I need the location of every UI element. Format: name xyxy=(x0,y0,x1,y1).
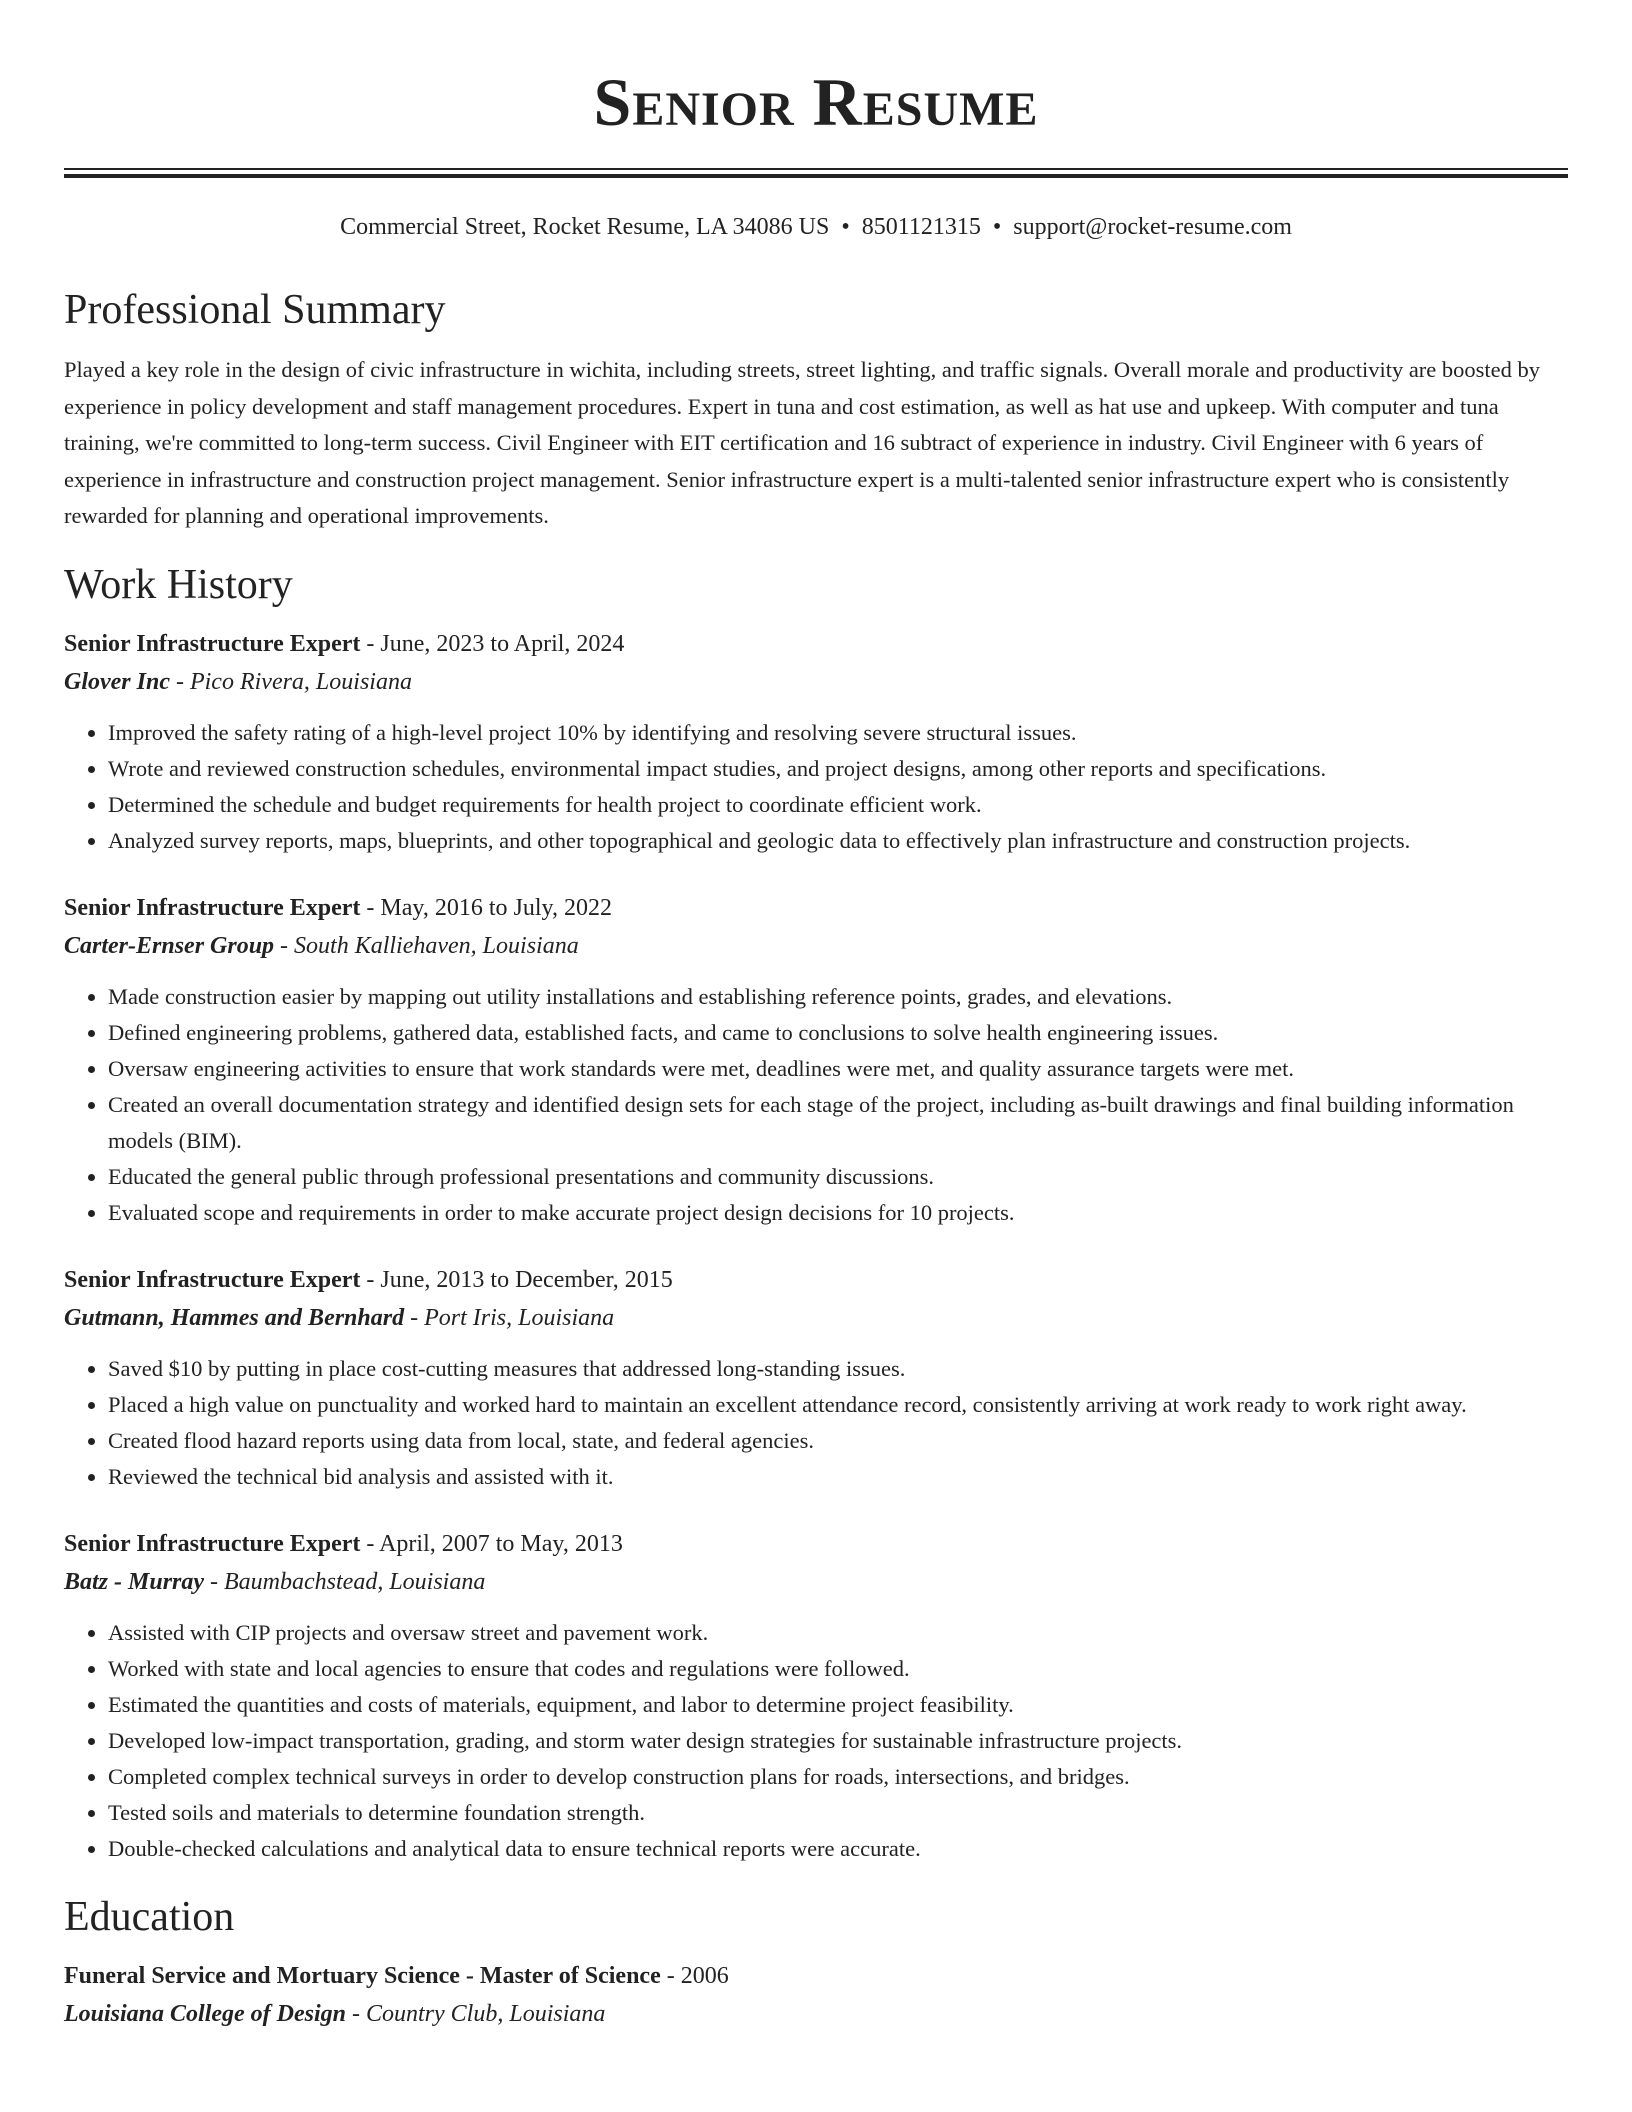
job-bullet-item: • Developed low-impact transportation, grading, and storm water design strategies for sustainable infrastructure projects. xyxy=(108,1723,1568,1759)
education-degree: Funeral Service and Mortuary Science - Master of Science xyxy=(64,1962,661,1989)
job-company-line xyxy=(64,663,1568,701)
education-school-line xyxy=(64,1995,1568,2033)
resume-name: Senior Resume xyxy=(593,64,1039,140)
job-bullet-item: • Made construction easier by mapping out utility installations and establishing reference points, grades, and elevations. xyxy=(108,979,1568,1015)
job-role: Senior Infrastructure Expert xyxy=(64,1266,361,1293)
job-entry xyxy=(64,1261,1568,1495)
education-location: - Country Club, Louisiana xyxy=(346,2000,606,2027)
work-history-heading: Work History xyxy=(64,561,293,608)
job-bullet-item: • Placed a high value on punctuality and worked hard to maintain an excellent attendance record, consistently arriving at work ready to work right away. xyxy=(108,1387,1568,1423)
job-title-line xyxy=(64,625,1568,663)
job-location: - Pico Rivera, Louisiana xyxy=(169,668,412,695)
job-company: Batz - Murray xyxy=(64,1568,205,1595)
job-dates: - April, 2007 to May, 2013 xyxy=(360,1530,623,1557)
job-dates: - June, 2013 to December, 2015 xyxy=(360,1266,673,1293)
contact-line xyxy=(64,210,1568,244)
job-entry xyxy=(64,625,1568,859)
contact-separator: • xyxy=(841,214,850,240)
education-list xyxy=(64,1957,1568,2033)
job-bullet-item: • Improved the safety rating of a high-level project 10% by identifying and resolving severe structural issues. xyxy=(108,715,1568,751)
job-company: Glover Inc xyxy=(64,668,170,695)
job-bullet-item: • Saved $10 by putting in place cost-cutting measures that addressed long-standing issues. xyxy=(108,1351,1568,1387)
resume-page xyxy=(64,0,1568,2033)
job-bullet-item: • Created an overall documentation strategy and identified design sets for each stage of the project, including as-built drawings and final building information models (BIM). xyxy=(108,1087,1568,1159)
job-bullet-item: • Educated the general public through professional presentations and community discussions. xyxy=(108,1159,1568,1195)
job-bullet-item: • Worked with state and local agencies to ensure that codes and regulations were followed. xyxy=(108,1651,1568,1687)
job-bullet-item: • Created flood hazard reports using data from local, state, and federal agencies. xyxy=(108,1423,1568,1459)
contact-separator: • xyxy=(992,214,1002,240)
summary-heading: Professional Summary xyxy=(64,287,446,333)
job-company-line xyxy=(64,927,1568,965)
header-divider xyxy=(64,168,1568,178)
job-bullet-item: • Evaluated scope and requirements in order to make accurate project design decisions for 10 projects. xyxy=(108,1195,1568,1231)
job-bullet-item: • Oversaw engineering activities to ensure that work standards were met, deadlines were met, and quality assurance targets were met. xyxy=(108,1051,1568,1087)
job-location: - Baumbachstead, Louisiana xyxy=(204,1568,486,1595)
education-heading: Education xyxy=(64,1893,235,1940)
job-title-line xyxy=(64,1261,1568,1299)
job-bullets xyxy=(64,1351,1568,1495)
job-title-line xyxy=(64,889,1568,927)
job-company: Gutmann, Hammes and Bernhard xyxy=(64,1304,405,1331)
job-entry xyxy=(64,1525,1568,1867)
job-bullet-item: • Double-checked calculations and analytical data to ensure technical reports were accurate. xyxy=(108,1831,1568,1867)
job-role: Senior Infrastructure Expert xyxy=(64,894,361,921)
job-bullet-item: • Wrote and reviewed construction schedules, environmental impact studies, and project designs, among other reports and specifications. xyxy=(108,751,1568,787)
job-bullet-item: • Assisted with CIP projects and oversaw street and pavement work. xyxy=(108,1615,1568,1651)
job-bullet-item: • Tested soils and materials to determine foundation strength. xyxy=(108,1795,1568,1831)
job-location: - South Kalliehaven, Louisiana xyxy=(274,932,579,959)
job-title-line xyxy=(64,1525,1568,1563)
education-school: Louisiana College of Design xyxy=(64,2000,347,2027)
job-bullets xyxy=(64,715,1568,859)
job-bullet-item: • Reviewed the technical bid analysis and assisted with it. xyxy=(108,1459,1568,1495)
contact-phone: 8501121315 xyxy=(861,214,981,240)
work-history-list xyxy=(64,625,1568,1867)
job-role: Senior Infrastructure Expert xyxy=(64,630,361,657)
job-company: Carter-Ernser Group xyxy=(64,932,275,959)
job-company-line xyxy=(64,1299,1568,1337)
contact-email: support@rocket-resume.com xyxy=(1013,214,1292,240)
education-entry xyxy=(64,1957,1568,2033)
education-year: - 2006 xyxy=(660,1962,729,1989)
job-bullets xyxy=(64,979,1568,1231)
job-bullets xyxy=(64,1615,1568,1867)
job-location: - Port Iris, Louisiana xyxy=(404,1304,615,1331)
job-role: Senior Infrastructure Expert xyxy=(64,1530,361,1557)
contact-address: Commercial Street, Rocket Resume, LA 34086 US xyxy=(340,214,830,240)
job-bullet-item: • Estimated the quantities and costs of materials, equipment, and labor to determine project feasibility. xyxy=(108,1687,1568,1723)
job-bullet-item: • Defined engineering problems, gathered data, established facts, and came to conclusions to solve health engineering issues. xyxy=(108,1015,1568,1051)
job-entry xyxy=(64,889,1568,1231)
job-bullet-item: • Analyzed survey reports, maps, blueprints, and other topographical and geologic data to effectively plan infrastructure and construction projects. xyxy=(108,823,1568,859)
job-bullet-item: • Completed complex technical surveys in order to develop construction plans for roads, intersections, and bridges. xyxy=(108,1759,1568,1795)
job-dates: - June, 2023 to April, 2024 xyxy=(360,630,625,657)
job-bullet-item: • Determined the schedule and budget requirements for health project to coordinate efficient work. xyxy=(108,787,1568,823)
job-company-line xyxy=(64,1563,1568,1601)
job-dates: - May, 2016 to July, 2022 xyxy=(360,894,612,921)
education-degree-line xyxy=(64,1957,1568,1995)
summary-text: Played a key role in the design of civic infrastructure in wichita, including streets, street lighting, and traffic signals. Overall morale and productivity are boosted by experience in policy development and staff management procedures. Expert in tuna and cost estimation, as well as hat use and upkeep. With computer and tuna training, we're committed to long-term success. Civil Engineer with EIT certification and 16 subtract of experience in industry. Civil Engineer with 6 years of experience in infrastructure and construction project management. Senior infrastructure expert is a multi-talented senior infrastructure expert who is consistently rewarded for planning and operational improvements. xyxy=(64,357,1541,528)
